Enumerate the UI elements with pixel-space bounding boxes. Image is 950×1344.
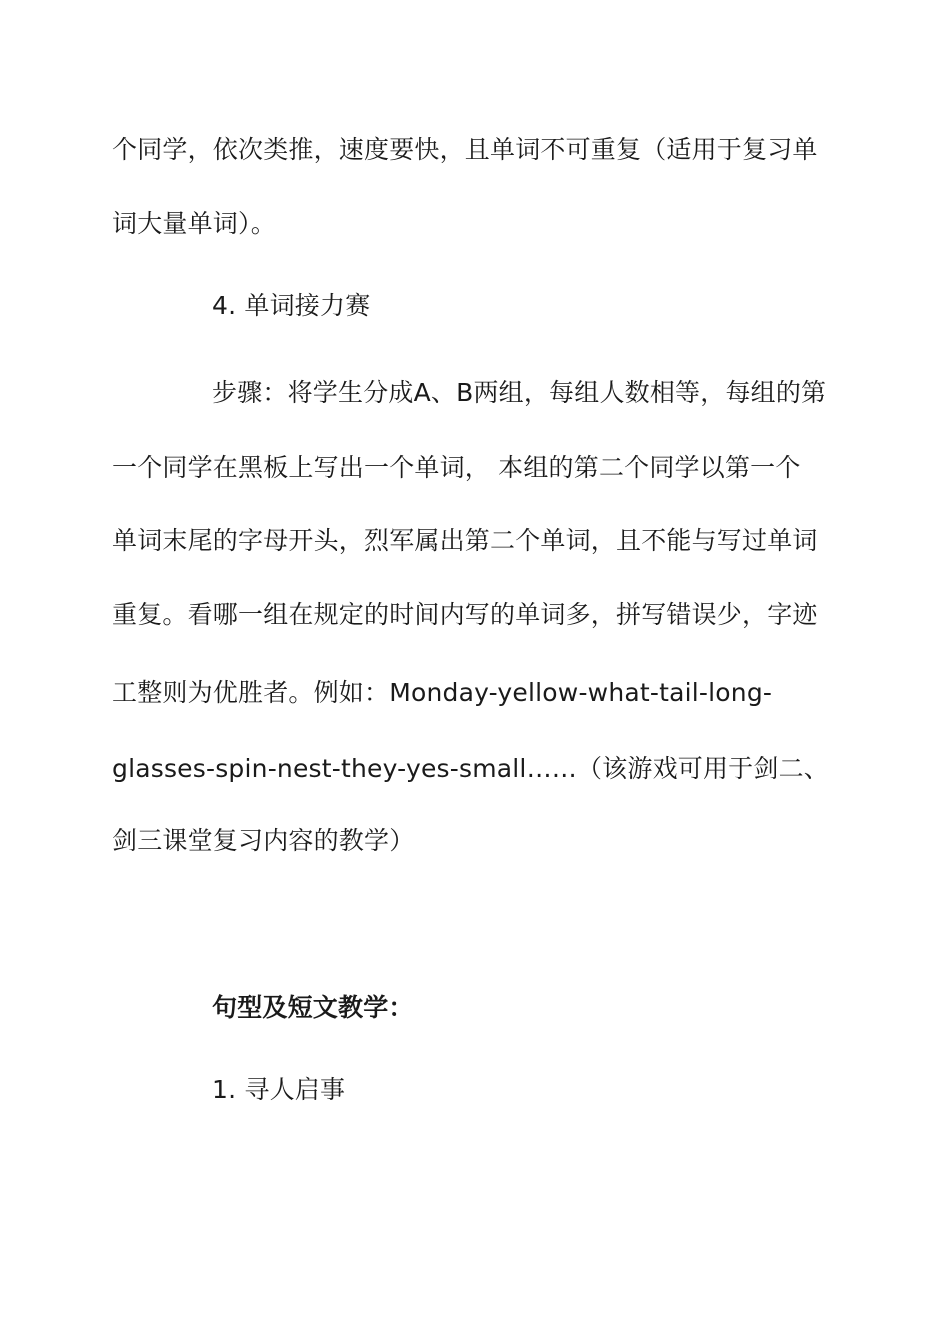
section-heading: 1. 寻人启事 <box>212 1075 346 1104</box>
paragraph-line: 剑三课堂复习内容的教学） <box>112 826 415 855</box>
paragraph-line: glasses-spin-nest-they-yes-small……（该游戏可用于剑二、 <box>112 754 829 783</box>
paragraph-line: 重复。看哪一组在规定的时间内写的单词多，拼写错误少，字迹 <box>112 600 818 629</box>
section-heading: 4. 单词接力赛 <box>212 291 371 320</box>
paragraph-line: 步骤：将学生分成A、B两组，每组人数相等，每组的第 <box>212 378 827 407</box>
paragraph-line: 一个同学在黑板上写出一个单词， 本组的第二个同学以第一个 <box>112 453 801 482</box>
paragraph-line: 工整则为优胜者。例如：Monday-yellow-what-tail-long- <box>112 678 773 707</box>
paragraph-line: 词大量单词）。 <box>112 209 276 238</box>
section-heading: 句型及短文教学： <box>212 993 414 1022</box>
paragraph-line: 个同学，依次类推，速度要快，且单词不可重复（适用于复习单 <box>112 135 818 164</box>
paragraph-line: 单词末尾的字母开头，烈军属出第二个单词，且不能与写过单词 <box>112 526 818 555</box>
